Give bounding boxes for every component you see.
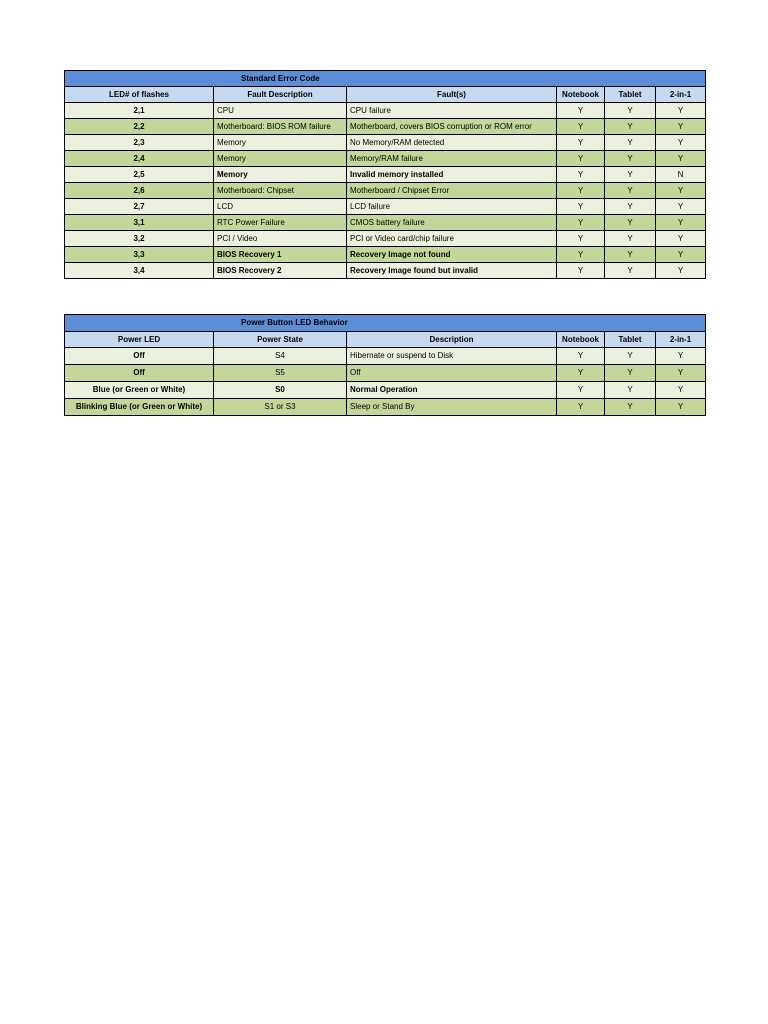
power-led-cell: Blinking Blue (or Green or White) [65, 399, 214, 416]
table-row [65, 231, 706, 247]
description-cell: Off [347, 365, 557, 382]
power-state-cell: S5 [214, 365, 347, 382]
tablet-cell: Y [605, 231, 656, 247]
notebook-cell: Y [557, 382, 605, 399]
standard-error-code-table [64, 70, 706, 279]
led-flashes-cell: 2,4 [65, 151, 214, 167]
two-in-one-cell: Y [656, 263, 706, 279]
table-title-row [65, 71, 706, 87]
tablet-cell: Y [605, 103, 656, 119]
tablet-cell: Y [605, 183, 656, 199]
two-in-one-cell: Y [656, 215, 706, 231]
column-header: Fault Description [214, 87, 347, 103]
table-title: Power Button LED Behavior [65, 315, 706, 332]
two-in-one-cell: Y [656, 103, 706, 119]
two-in-one-cell: Y [656, 382, 706, 399]
two-in-one-cell: N [656, 167, 706, 183]
fault-description-cell: CPU [214, 103, 347, 119]
faults-cell: Memory/RAM failure [347, 151, 557, 167]
two-in-one-cell: Y [656, 199, 706, 215]
fault-description-cell: BIOS Recovery 2 [214, 263, 347, 279]
fault-description-cell: LCD [214, 199, 347, 215]
fault-description-cell: Memory [214, 135, 347, 151]
notebook-cell: Y [557, 183, 605, 199]
description-cell: Sleep or Stand By [347, 399, 557, 416]
tablet-cell: Y [605, 199, 656, 215]
table-row [65, 348, 706, 365]
faults-cell: CMOS battery failure [347, 215, 557, 231]
tablet-cell: Y [605, 365, 656, 382]
column-header: Power State [214, 332, 347, 348]
notebook-cell: Y [557, 135, 605, 151]
table-row [65, 382, 706, 399]
column-header: Fault(s) [347, 87, 557, 103]
fault-description-cell: Motherboard: BIOS ROM failure [214, 119, 347, 135]
notebook-cell: Y [557, 263, 605, 279]
table-row [65, 199, 706, 215]
tablet-cell: Y [605, 263, 656, 279]
led-flashes-cell: 3,4 [65, 263, 214, 279]
led-flashes-cell: 2,6 [65, 183, 214, 199]
two-in-one-cell: Y [656, 247, 706, 263]
column-header: Notebook [557, 332, 605, 348]
notebook-cell: Y [557, 215, 605, 231]
led-flashes-cell: 2,1 [65, 103, 214, 119]
two-in-one-cell: Y [656, 135, 706, 151]
power-state-cell: S4 [214, 348, 347, 365]
column-header: Tablet [605, 87, 656, 103]
fault-description-cell: RTC Power Failure [214, 215, 347, 231]
faults-cell: Motherboard / Chipset Error [347, 183, 557, 199]
column-header: Power LED [65, 332, 214, 348]
table-row [65, 103, 706, 119]
faults-cell: Recovery Image found but invalid [347, 263, 557, 279]
power-led-cell: Off [65, 365, 214, 382]
tablet-cell: Y [605, 167, 656, 183]
fault-description-cell: BIOS Recovery 1 [214, 247, 347, 263]
table-row [65, 215, 706, 231]
notebook-cell: Y [557, 167, 605, 183]
notebook-cell: Y [557, 365, 605, 382]
tablet-cell: Y [605, 399, 656, 416]
table-row [65, 119, 706, 135]
column-header: 2-in-1 [656, 87, 706, 103]
two-in-one-cell: Y [656, 231, 706, 247]
table-row [65, 167, 706, 183]
power-state-cell: S0 [214, 382, 347, 399]
notebook-cell: Y [557, 247, 605, 263]
led-flashes-cell: 2,5 [65, 167, 214, 183]
fault-description-cell: Motherboard: Chipset [214, 183, 347, 199]
notebook-cell: Y [557, 399, 605, 416]
faults-cell: Motherboard, covers BIOS corruption or ROM error [347, 119, 557, 135]
fault-description-cell: Memory [214, 167, 347, 183]
table-row [65, 135, 706, 151]
power-led-cell: Off [65, 348, 214, 365]
fault-description-cell: PCI / Video [214, 231, 347, 247]
tablet-cell: Y [605, 215, 656, 231]
description-cell: Normal Operation [347, 382, 557, 399]
faults-cell: LCD failure [347, 199, 557, 215]
notebook-cell: Y [557, 348, 605, 365]
led-flashes-cell: 2,3 [65, 135, 214, 151]
description-cell: Hibernate or suspend to Disk [347, 348, 557, 365]
table-header-row [65, 87, 706, 103]
notebook-cell: Y [557, 119, 605, 135]
two-in-one-cell: Y [656, 119, 706, 135]
notebook-cell: Y [557, 103, 605, 119]
two-in-one-cell: Y [656, 365, 706, 382]
two-in-one-cell: Y [656, 183, 706, 199]
faults-cell: Invalid memory installed [347, 167, 557, 183]
power-led-cell: Blue (or Green or White) [65, 382, 214, 399]
tablet-cell: Y [605, 119, 656, 135]
table-row [65, 365, 706, 382]
faults-cell: CPU failure [347, 103, 557, 119]
notebook-cell: Y [557, 151, 605, 167]
column-header: 2-in-1 [656, 332, 706, 348]
table-row [65, 263, 706, 279]
column-header: LED# of flashes [65, 87, 214, 103]
table-title-row [65, 315, 706, 332]
two-in-one-cell: Y [656, 399, 706, 416]
faults-cell: PCI or Video card/chip failure [347, 231, 557, 247]
faults-cell: Recovery Image not found [347, 247, 557, 263]
tablet-cell: Y [605, 348, 656, 365]
table-header-row [65, 332, 706, 348]
table-row [65, 399, 706, 416]
led-flashes-cell: 2,2 [65, 119, 214, 135]
tablet-cell: Y [605, 135, 656, 151]
tablet-cell: Y [605, 382, 656, 399]
led-flashes-cell: 3,3 [65, 247, 214, 263]
two-in-one-cell: Y [656, 151, 706, 167]
column-header: Tablet [605, 332, 656, 348]
power-state-cell: S1 or S3 [214, 399, 347, 416]
table-row [65, 151, 706, 167]
led-flashes-cell: 2,7 [65, 199, 214, 215]
led-flashes-cell: 3,2 [65, 231, 214, 247]
table-row [65, 247, 706, 263]
tablet-cell: Y [605, 247, 656, 263]
column-header: Description [347, 332, 557, 348]
faults-cell: No Memory/RAM detected [347, 135, 557, 151]
table-title: Standard Error Code [65, 71, 706, 87]
notebook-cell: Y [557, 231, 605, 247]
led-flashes-cell: 3,1 [65, 215, 214, 231]
tablet-cell: Y [605, 151, 656, 167]
column-header: Notebook [557, 87, 605, 103]
two-in-one-cell: Y [656, 348, 706, 365]
fault-description-cell: Memory [214, 151, 347, 167]
table-row [65, 183, 706, 199]
notebook-cell: Y [557, 199, 605, 215]
power-button-led-table [64, 314, 706, 416]
